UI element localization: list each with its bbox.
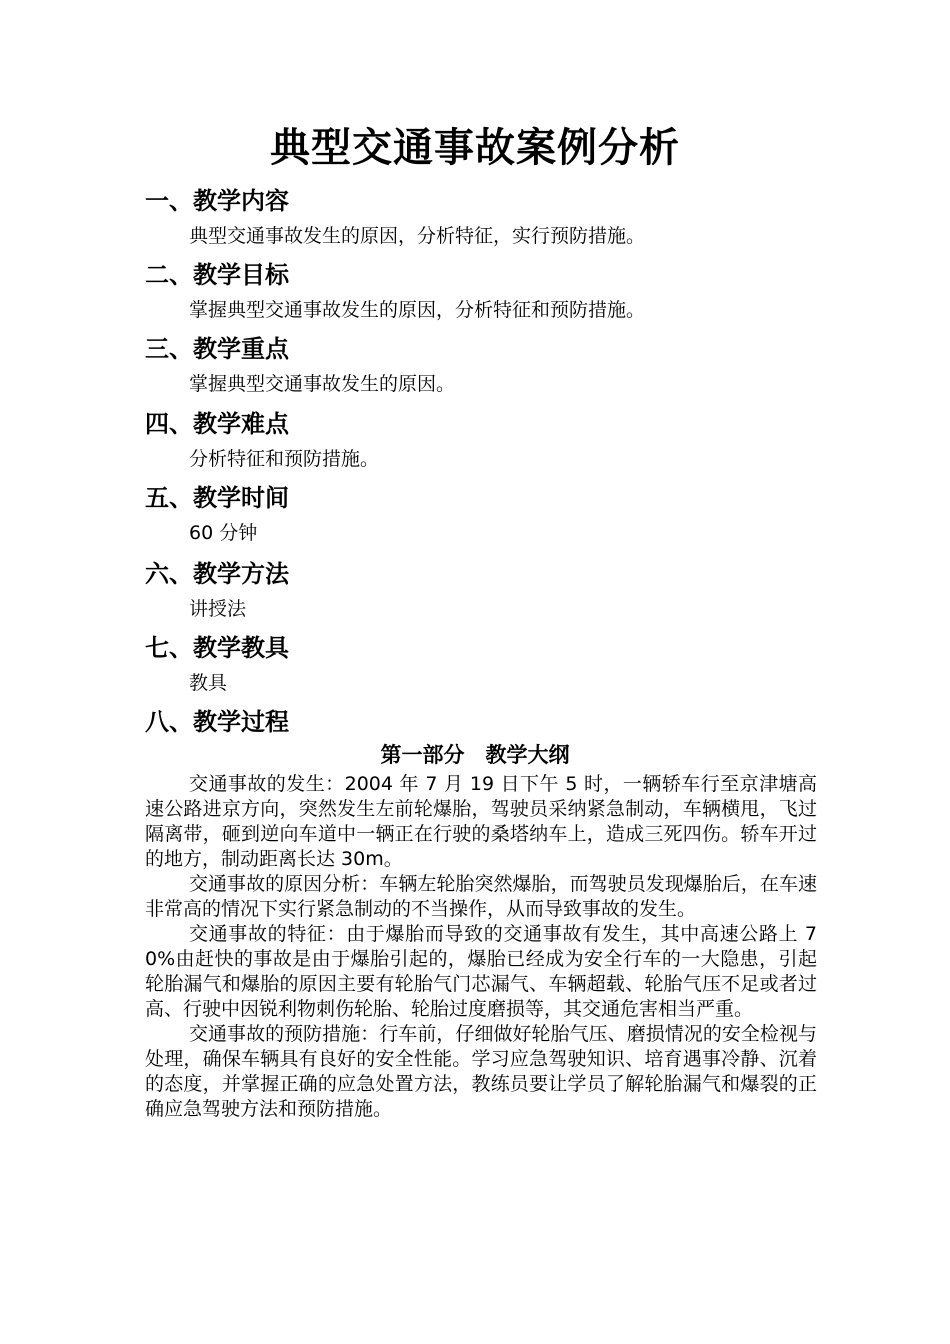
section-difficulties bbox=[145, 407, 825, 473]
section-teaching-process bbox=[145, 705, 825, 739]
section-heading: 三、教学重点 bbox=[145, 335, 289, 363]
section-text: 教具 bbox=[189, 672, 228, 694]
section-heading: 四、教学难点 bbox=[145, 410, 289, 438]
section-teaching-time bbox=[145, 481, 825, 547]
section-text: 分析特征和预防措施。 bbox=[189, 448, 380, 470]
paragraph-prevention: 交通事故的预防措施：行车前，仔细做好轮胎气压、磨损情况的安全检视与处理，确保车辆具有良好的安全性能。学习应急驾驶知识、培育遇事冷静、沉着的态度，并掌握正确的应急处置方法，教练员要让学员了解轮胎漏气和爆裂的正确应急驾驶方法和预防措施。 bbox=[145, 1023, 817, 1120]
section-heading: 七、教学教具 bbox=[145, 634, 289, 662]
paragraph-cause-analysis: 交通事故的原因分析：车辆左轮胎突然爆胎，而驾驶员发现爆胎后，在车速非常高的情况下实行紧急制动的不当操作，从而导致事故的发生。 bbox=[145, 873, 817, 920]
section-teaching-content bbox=[145, 184, 825, 250]
section-text: 典型交通事故发生的原因，分析特征，实行预防措施。 bbox=[189, 225, 646, 247]
paragraph-characteristics: 交通事故的特征：由于爆胎而导致的交通事故有发生，其中高速公路上 70%由赶快的事故是由于爆胎引起的，爆胎已经成为安全行车的一大隐患，引起轮胎漏气和爆胎的原因主要有轮胎气门芯漏气、车辆超载、轮胎气压不足或者过高、行驶中因锐利物刺伤轮胎、轮胎过度磨损等，其交通危害相当严重。 bbox=[145, 923, 817, 1020]
section-key-points bbox=[145, 332, 825, 398]
section-heading: 八、教学过程 bbox=[145, 708, 289, 736]
section-heading: 一、教学内容 bbox=[145, 187, 289, 215]
section-text: 掌握典型交通事故发生的原因，分析特征和预防措施。 bbox=[189, 299, 646, 321]
section-text: 掌握典型交通事故发生的原因。 bbox=[189, 373, 456, 395]
section-heading: 五、教学时间 bbox=[145, 484, 289, 512]
section-teaching-aids bbox=[145, 631, 825, 697]
section-text: 讲授法 bbox=[189, 598, 247, 620]
section-heading: 二、教学目标 bbox=[145, 261, 289, 289]
section-teaching-goal bbox=[145, 258, 825, 324]
section-heading: 六、教学方法 bbox=[145, 560, 289, 588]
section-teaching-method bbox=[145, 557, 825, 623]
paragraph-occurrence: 交通事故的发生：2004 年 7 月 19 日下午 5 时，一辆轿车行至京津塘高速公路进京方向，突然发生左前轮爆胎，驾驶员采纳紧急制动，车辆横甩，飞过隔离带，砸到逆向车道中一辆正在行驶的桑塔纳车上，造成三死四伤。轿车开过的地方，制动距离长达 30m。 bbox=[145, 773, 817, 870]
section-text: 60 分钟 bbox=[189, 522, 258, 544]
part-body bbox=[145, 772, 817, 1122]
document-title: 典型交通事故案例分析 bbox=[270, 124, 680, 171]
part-heading: 第一部分 教学大纲 bbox=[380, 743, 570, 767]
